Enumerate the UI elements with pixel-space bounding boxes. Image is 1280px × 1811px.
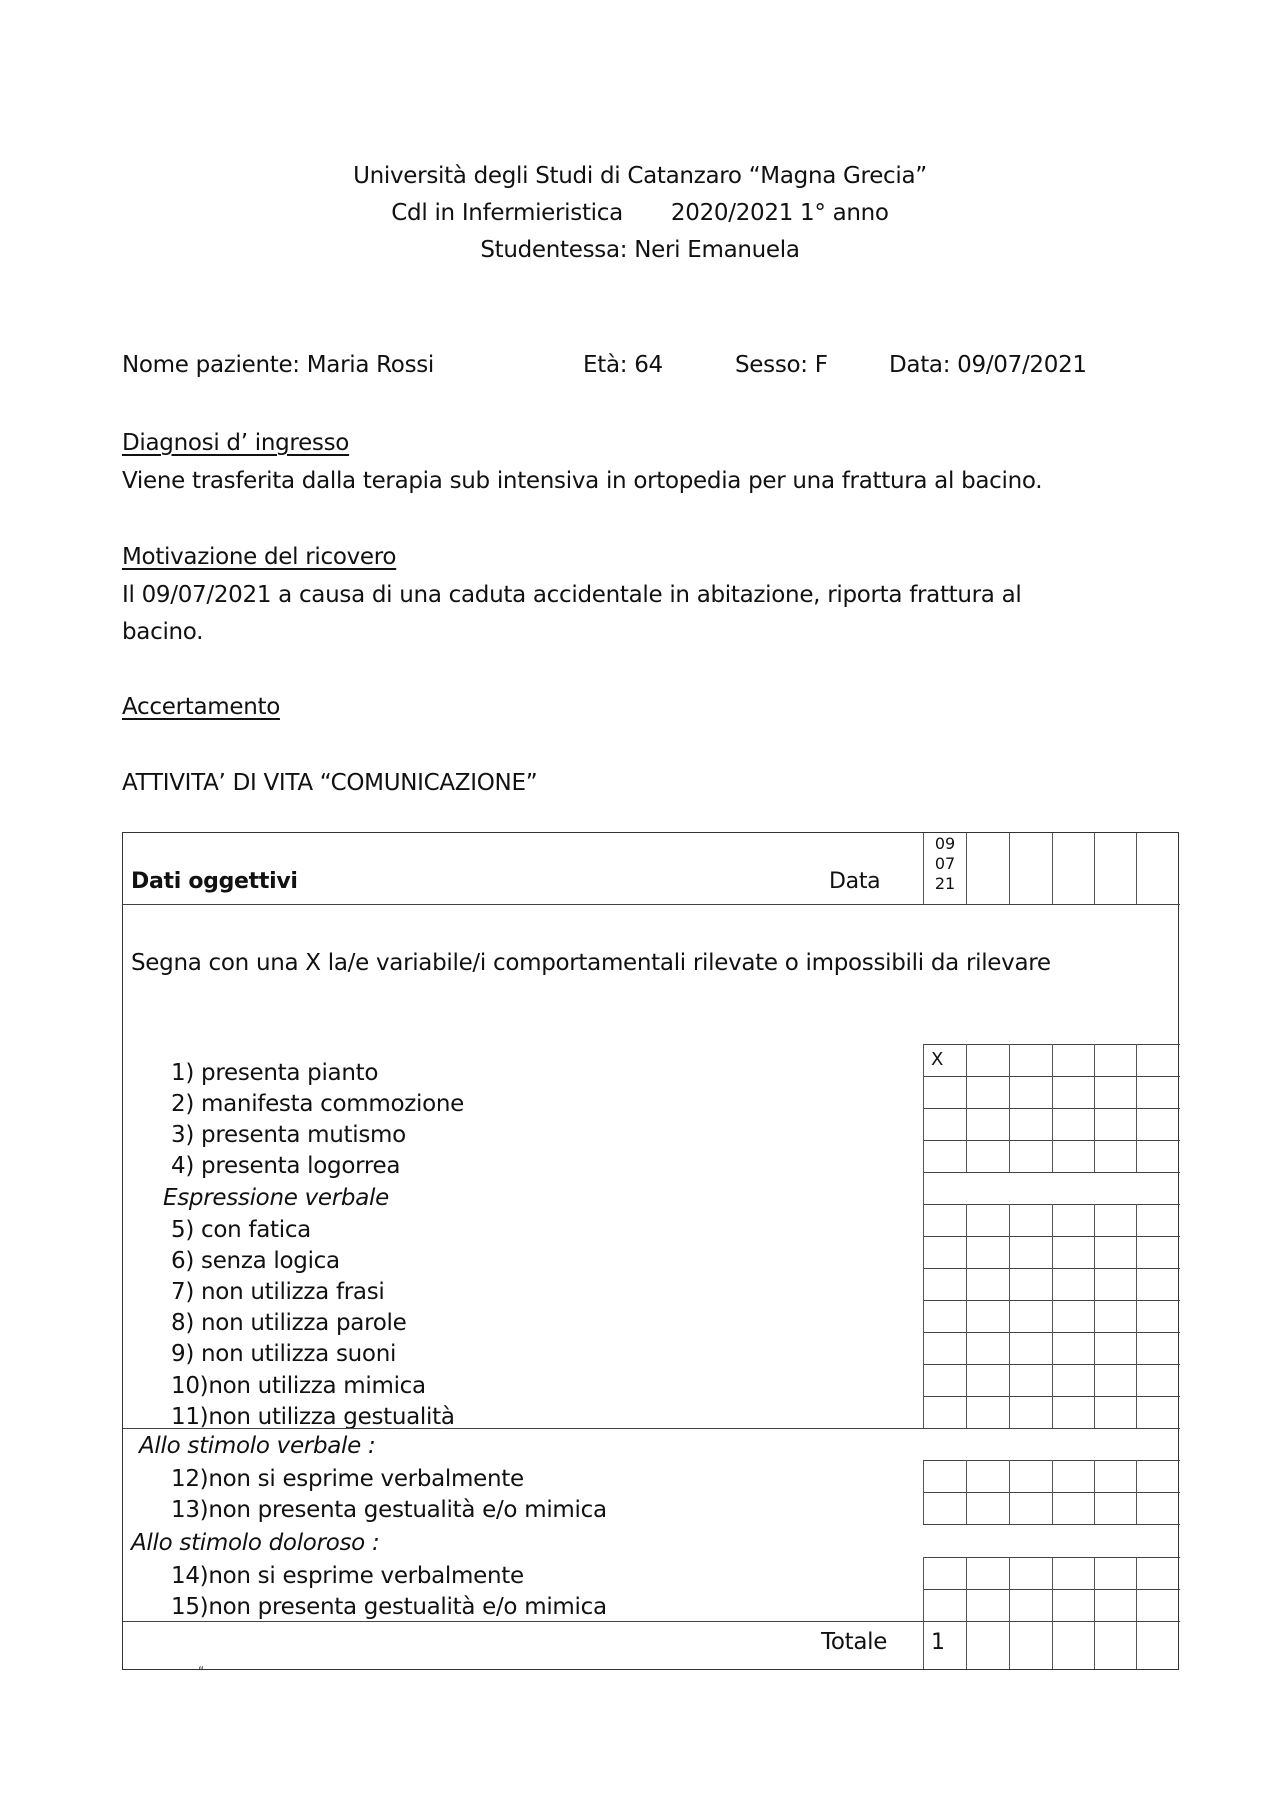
item-13-label: 13)non presenta gestualità e/o mimica (171, 1497, 607, 1523)
item-2-label: 2) manifesta commozione (171, 1091, 464, 1117)
reason-heading: Motivazione del ricovero (122, 544, 397, 570)
item-10-label: 10)non utilizza mimica (171, 1373, 426, 1399)
pain-stimulus-heading: Allo stimolo doloroso : (131, 1530, 380, 1556)
date-month: 07 (934, 854, 956, 873)
total-label: Totale (821, 1629, 888, 1655)
date-day: 09 (934, 834, 956, 853)
academic-year: 2020/2021 1° anno (670, 200, 889, 226)
item-12-label: 12)non si esprime verbalmente (171, 1466, 524, 1492)
item-7-label: 7) non utilizza frasi (171, 1279, 385, 1305)
item-6-label: 6) senza logica (171, 1248, 340, 1274)
verbal-stimulus-heading: Allo stimolo verbale : (139, 1433, 376, 1459)
course-name: Cdl in Infermieristica (391, 200, 623, 226)
item-5-label: 5) con fatica (171, 1217, 311, 1243)
patient-sex: Sesso: F (735, 352, 828, 378)
course-line (0, 200, 1280, 226)
total-col-1: 1 (931, 1630, 945, 1655)
student-name: Studentessa: Neri Emanuela (480, 237, 800, 263)
diagnosis-heading: Diagnosi d’ ingresso (122, 430, 350, 456)
item-14-label: 14)non si esprime verbalmente (171, 1563, 524, 1589)
assessment-heading: Accertamento (122, 694, 280, 720)
subheading-verbal-expression: Espressione verbale (163, 1185, 389, 1211)
mark-item-1-col-1[interactable]: X (931, 1049, 944, 1070)
item-3-label: 3) presenta mutismo (171, 1122, 406, 1148)
table-header-label: Dati oggettivi (131, 869, 298, 894)
item-8-label: 8) non utilizza parole (171, 1310, 407, 1336)
assessment-table (122, 832, 1179, 1670)
date-year: 21 (934, 874, 956, 893)
patient-age: Età: 64 (583, 352, 663, 378)
date-column-1 (930, 834, 960, 894)
item-1-label: 1) presenta pianto (171, 1060, 379, 1086)
instruction-text: Segna con una X la/e variabile/i comportamentali rilevate o impossibili da rilevare (131, 950, 1051, 976)
reason-text-line2: bacino. (122, 619, 204, 645)
date-label: Data (829, 869, 881, 894)
stray-mark: “ (198, 1664, 204, 1678)
reason-text-line1: Il 09/07/2021 a causa di una caduta accidentale in abitazione, riporta frattura al (122, 582, 1022, 608)
item-15-label: 15)non presenta gestualità e/o mimica (171, 1594, 607, 1620)
diagnosis-text: Viene trasferita dalla terapia sub intensiva in ortopedia per una frattura al bacino. (122, 468, 1043, 494)
item-4-label: 4) presenta logorrea (171, 1153, 401, 1179)
activity-heading: ATTIVITA’ DI VITA “COMUNICAZIONE” (122, 770, 538, 796)
item-11-label: 11)non utilizza gestualità (171, 1404, 455, 1430)
item-9-label: 9) non utilizza suoni (171, 1341, 397, 1367)
university-title: Università degli Studi di Catanzaro “Magna Grecia” (353, 163, 927, 189)
patient-date: Data: 09/07/2021 (889, 352, 1087, 378)
patient-name: Nome paziente: Maria Rossi (122, 352, 435, 378)
